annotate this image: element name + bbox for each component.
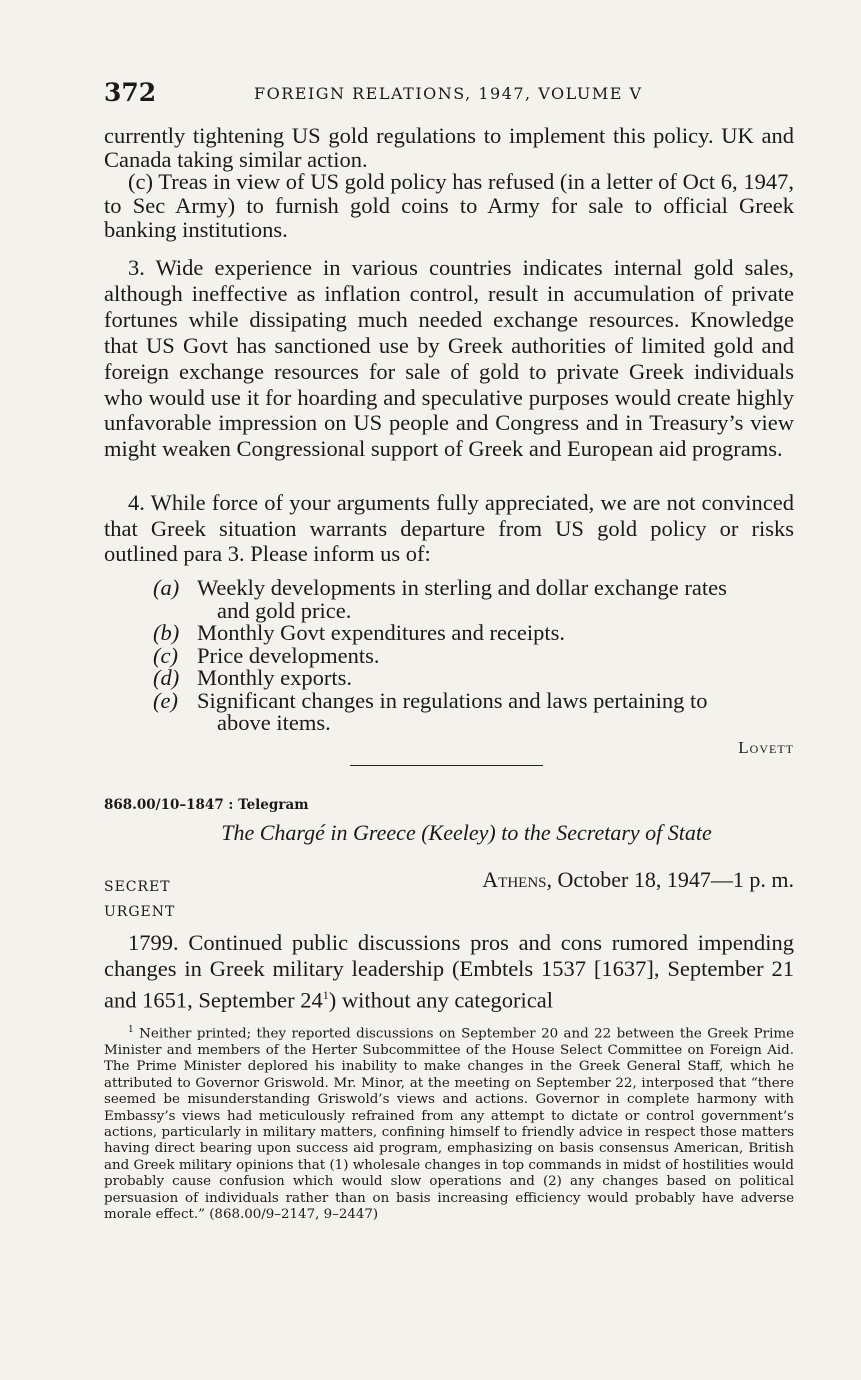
list-item-label: (b)	[153, 620, 180, 645]
list-item-label: (e)	[153, 687, 178, 713]
telegram-text-end: ) without any categorical	[328, 987, 554, 1013]
list-item-text: Significant changes in regulations and laws pertaining to	[197, 687, 708, 713]
classification-urgent: URGENT	[104, 904, 176, 920]
footnote-text: Neither printed; they reported discussions on September 20 and 22 between the Greek Prime Minister and members of the Herter Subcommittee of the House Select Committee on Foreign Aid. The Prime Minister deplored his inability to make changes in the Greek General Staff, which he attributed to Governor Griswold. Mr. Minor, at the meeting on September 22, interposed that “there seemed be misunderstanding Griswold’s views and actions. Governor in complete harmony with Embassy’s views had meticulously refrained from any attempt to dictate or control government’s actions, particularly in military matters, confining himself to friendly advice in respect those matters having direct bearing upon success aid program, emphasizing on basis consensus American, British and Greek military opinions that (1) wholesale changes in top commands in midst of hostilities would probably cause confusion which would slow operations and (2) any changes based on political persuasion of individuals rather than on basis increasing efficiency would probably have adverse morale effect.” (868.00/9–2147, 9–2447)	[104, 1026, 794, 1222]
document-file-id: 868.00/10–1847 : Telegram	[104, 797, 309, 813]
list-item-label: (c)	[153, 642, 178, 668]
page-header	[104, 78, 794, 112]
list-item-text: Monthly exports.	[197, 665, 352, 690]
section-divider	[350, 765, 543, 766]
signature: Lovett	[738, 738, 794, 757]
list-item-text: Monthly Govt expenditures and receipts.	[197, 620, 566, 645]
list-item-label: (a)	[153, 575, 180, 600]
telegram-paragraph	[104, 930, 794, 1014]
paragraph-4: 4. While force of your arguments fully appreciated, we are not convinced that Greek situation warrants departure from US gold policy or risks outlined para 3. Please inform us of:	[104, 490, 794, 566]
document-title: The Chargé in Greece (Keeley) to the Secretary of State	[221, 820, 712, 845]
dateline-date: October 18, 1947—1 p. m.	[557, 867, 794, 892]
list-item-text: Price developments.	[197, 642, 380, 668]
paragraph-c: (c) Treas in view of US gold policy has refused (in a letter of Oct 6, 1947, to Sec Army) to furnish gold coins to Army for sale to official Greek banking institutions.	[104, 169, 794, 242]
request-list	[153, 577, 794, 735]
dateline-city: Athens,	[482, 867, 553, 892]
continuation-paragraph: currently tightening US gold regulations to implement this policy. UK and Canada taking similar action.	[104, 123, 794, 172]
list-item	[153, 687, 794, 735]
list-item-text: Weekly developments in sterling and dollar exchange rates	[197, 575, 727, 600]
dateline	[482, 867, 794, 893]
running-head: FOREIGN RELATIONS, 1947, VOLUME V	[254, 84, 643, 103]
list-item	[153, 667, 794, 690]
footnote	[104, 1022, 794, 1223]
list-item-continuation: and gold price.	[217, 597, 352, 623]
classification-secret: SECRET	[104, 879, 171, 895]
list-item-label: (d)	[153, 665, 180, 690]
list-item	[153, 577, 794, 622]
telegram-text: 1799. Continued public discussions pros and cons rumored impending changes in Greek military leadership (Embtels 1537 [1637], September 21 and 1651, September 24	[104, 930, 794, 1013]
paragraph-3: 3. Wide experience in various countries indicates internal gold sales, although ineffective as inflation control, result in accumulation of private fortunes while dissipating much needed exchange resources. Knowledge that US Govt has sanctioned use by Greek authorities of limited gold and foreign exchange resources for sale of gold to private Greek individuals who would use it for hoarding and speculative purposes would create highly unfavorable impression on US people and Congress and in Treasury’s view might weaken Congressional support of Greek and European aid programs.	[104, 255, 794, 462]
list-item-continuation: above items.	[217, 710, 331, 735]
page-number: 372	[104, 78, 157, 107]
footnote-reference: 1	[322, 988, 329, 1002]
footnote-mark: 1	[128, 1025, 134, 1035]
list-item	[153, 642, 794, 668]
list-item	[153, 622, 794, 645]
